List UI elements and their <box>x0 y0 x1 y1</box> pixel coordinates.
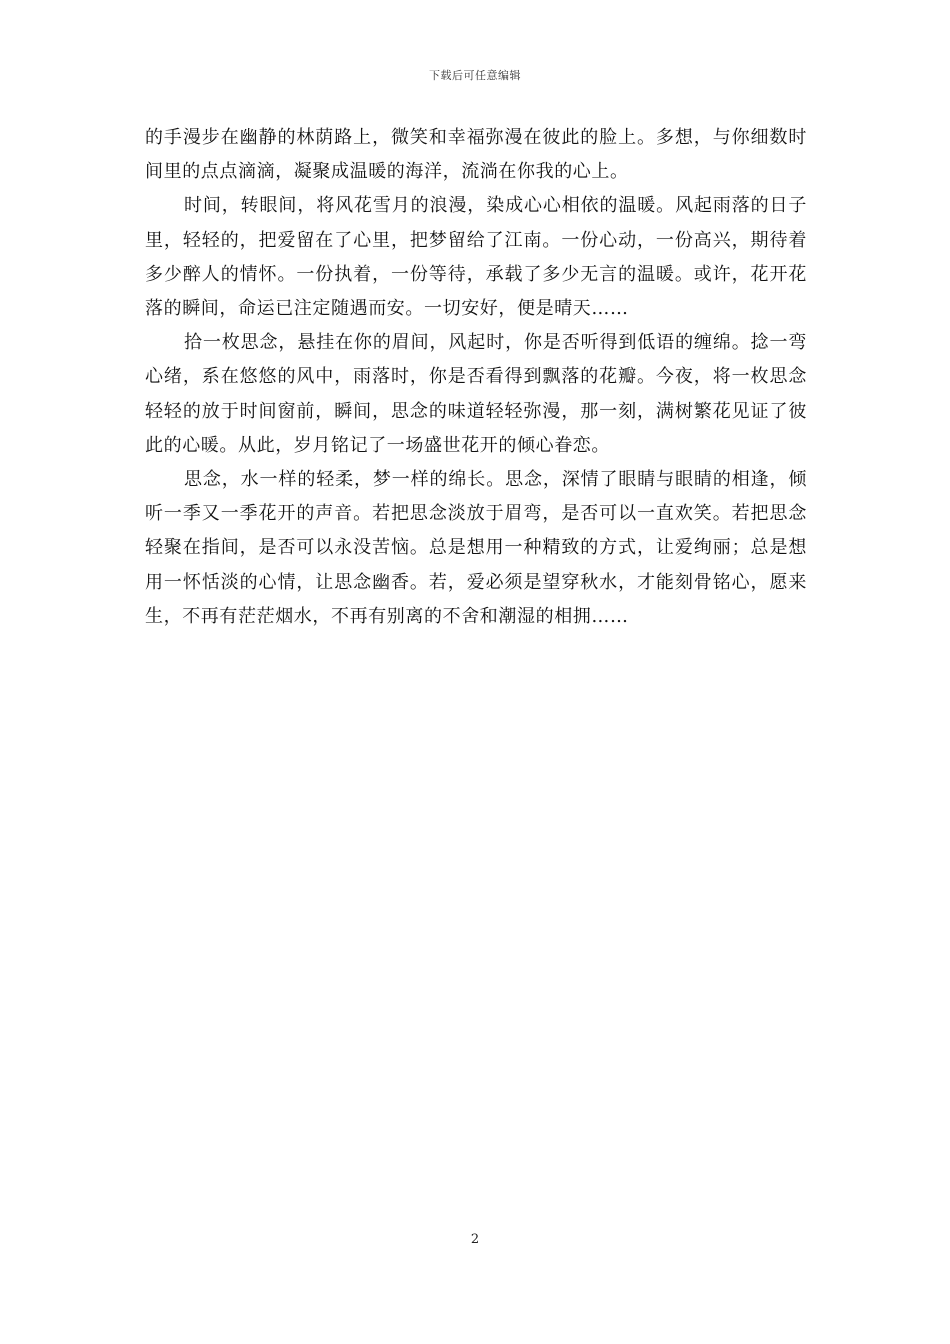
page-number: 2 <box>470 1232 480 1247</box>
paragraph-3: 拾一枚思念，悬挂在你的眉间，风起时，你是否听得到低语的缠绵。捻一弯心绪，系在悠悠的风中，雨落时，你是否看得到飘落的花瓣。今夜，将一枚思念轻轻的放于时间窗前，瞬间，思念的味道轻轻弥漫，那一刻，满树繁花见证了彼此的心暖。从此，岁月铭记了一场盛世花开的倾心眷恋。 <box>145 332 807 456</box>
page-header: 下载后可任意编辑 <box>429 69 521 82</box>
paragraph-4: 思念，水一样的轻柔，梦一样的绵长。思念，深情了眼睛与眼睛的相逢，倾听一季又一季花开的声音。若把思念淡放于眉弯，是否可以一直欢笑。若把思念轻聚在指间，是否可以永没苦恼。总是想用一种精致的方式，让爱绚丽；总是想用一怀恬淡的心情，让思念幽香。若，爱必须是望穿秋水，才能刻骨铭心，愿来生，不再有茫茫烟水，不再有别离的不舍和潮湿的相拥…… <box>145 469 807 627</box>
article-body <box>145 121 807 634</box>
paragraph-1: 的手漫步在幽静的林荫路上，微笑和幸福弥漫在彼此的脸上。多想，与你细数时间里的点点滴滴，凝聚成温暖的海洋，流淌在你我的心上。 <box>145 127 807 183</box>
paragraph-2: 时间，转眼间，将风花雪月的浪漫，染成心心相依的温暖。风起雨落的日子里，轻轻的，把爱留在了心里，把梦留给了江南。一份心动，一份高兴，期待着多少醉人的情怀。一份执着，一份等待，承载了多少无言的温暖。或许，花开花落的瞬间，命运已注定随遇而安。一切安好，便是晴天…… <box>145 195 807 320</box>
